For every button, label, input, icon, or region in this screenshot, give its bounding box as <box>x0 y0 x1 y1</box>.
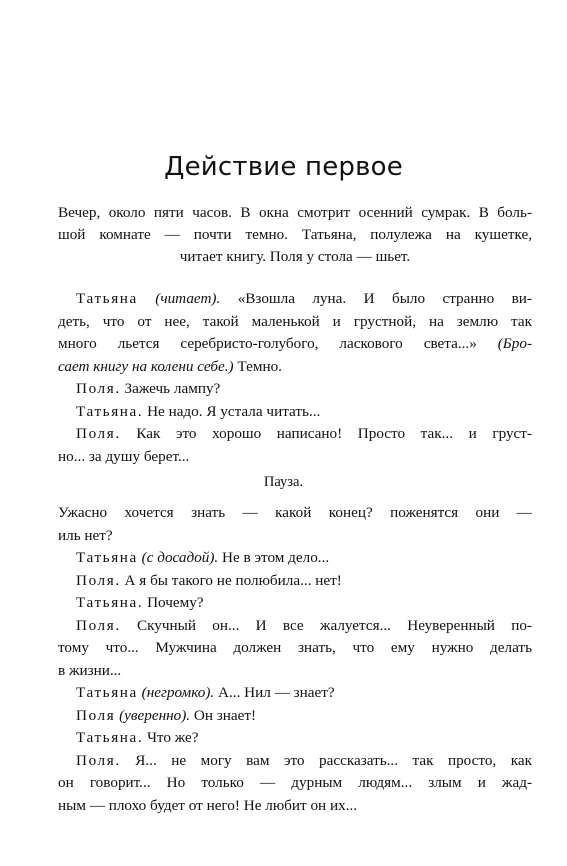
stage-remark: (с досадой). <box>137 549 219 566</box>
stage-remark: (читает). <box>155 290 221 307</box>
dialogue-line: но... за душу берет... <box>58 447 190 465</box>
speech: Как это хорошо написано! Просто так... и груст- <box>120 425 532 442</box>
stage-direction <box>58 202 532 268</box>
speech: Зажечь лампу? <box>120 380 221 397</box>
dialogue-line <box>58 592 532 615</box>
dialogue-line <box>58 356 532 379</box>
speech: Не в этом дело... <box>218 549 330 566</box>
dialogue-line <box>58 423 532 446</box>
speech: Темно. <box>233 357 282 375</box>
dialogue-line: он говорит... Но только — дурным людям... злым и жад- <box>58 774 532 791</box>
dialogue-line <box>58 288 532 311</box>
speech: Не надо. Я устала читать... <box>143 402 321 420</box>
stage-remark: (Бро- <box>476 335 532 352</box>
stage-line: Вечер, около пяти часов. В окна смотрит осенний сумрак. В боль- <box>58 204 532 221</box>
stage-line: читает книгу. Поля у стола — шьет. <box>179 248 411 265</box>
dialogue-line <box>58 547 532 570</box>
dialogue-line <box>58 401 532 424</box>
stage-line: шой комнате — почти темно. Татьяна, полулежа на кушетке, <box>58 226 532 243</box>
dialogue-line <box>58 727 532 750</box>
pause-remark: Пауза. <box>263 474 304 490</box>
speaker-name: Поля <box>76 706 116 724</box>
act-heading: Действие первое <box>164 152 403 182</box>
speaker-name: Татьяна <box>76 549 138 566</box>
speech: «Взошла луна. И было странно ви- <box>220 290 532 307</box>
speech: А я бы такого не полюбила... нет! <box>120 571 342 589</box>
speaker-name: Татьяна <box>76 684 138 701</box>
speaker-name: Поля. <box>76 380 121 397</box>
dialogue-line: в жизни... <box>58 661 122 679</box>
speaker-name: Татьяна. <box>76 729 144 746</box>
speaker-name: Татьяна <box>76 290 138 307</box>
speaker-name: Татьяна. <box>76 402 144 420</box>
dialogue-block-1 <box>58 288 532 468</box>
speech: Он знает! <box>190 706 257 724</box>
dialogue-line <box>58 615 532 638</box>
speech: Почему? <box>143 594 204 611</box>
dialogue-line: Ужасно хочется знать — какой конец? поженятся они — <box>58 504 532 521</box>
dialogue-line <box>58 378 532 401</box>
dialogue-block-2 <box>58 502 532 817</box>
dialogue-line <box>58 682 532 705</box>
stage-remark: (негромко). <box>137 684 215 701</box>
speaker-name: Поля. <box>76 751 121 769</box>
speech: А... Нил — знает? <box>214 684 335 701</box>
dialogue-line: ным — плохо будет от него! Не любит он их... <box>58 796 358 814</box>
speech: Что же? <box>143 729 199 746</box>
stage-remark: (уверенно). <box>115 706 191 724</box>
speech: много льется серебристо-голубого, ласкового света...» <box>58 335 477 352</box>
speaker-name: Татьяна. <box>76 594 144 611</box>
speech: Я... не могу вам это рассказать... так просто, как <box>120 751 532 769</box>
dialogue-line: иль нет? <box>58 526 113 544</box>
speaker-name: Поля. <box>76 425 121 442</box>
stage-remark: сает книгу на колени себе.) <box>58 357 234 375</box>
dialogue-line: деть, что от нее, такой маленькой и грустной, на землю так <box>58 312 532 330</box>
dialogue-line: тому что... Мужчина должен знать, что ему нужно делать <box>58 639 532 656</box>
dialogue-line <box>58 705 532 728</box>
speaker-name: Поля. <box>76 571 121 589</box>
speaker-name: Поля. <box>76 616 121 634</box>
dialogue-line <box>58 750 532 773</box>
speech: Скучный он... И все жалуется... Неуверенный по- <box>120 616 532 634</box>
dialogue-line <box>58 333 532 356</box>
dialogue-line <box>58 570 532 593</box>
